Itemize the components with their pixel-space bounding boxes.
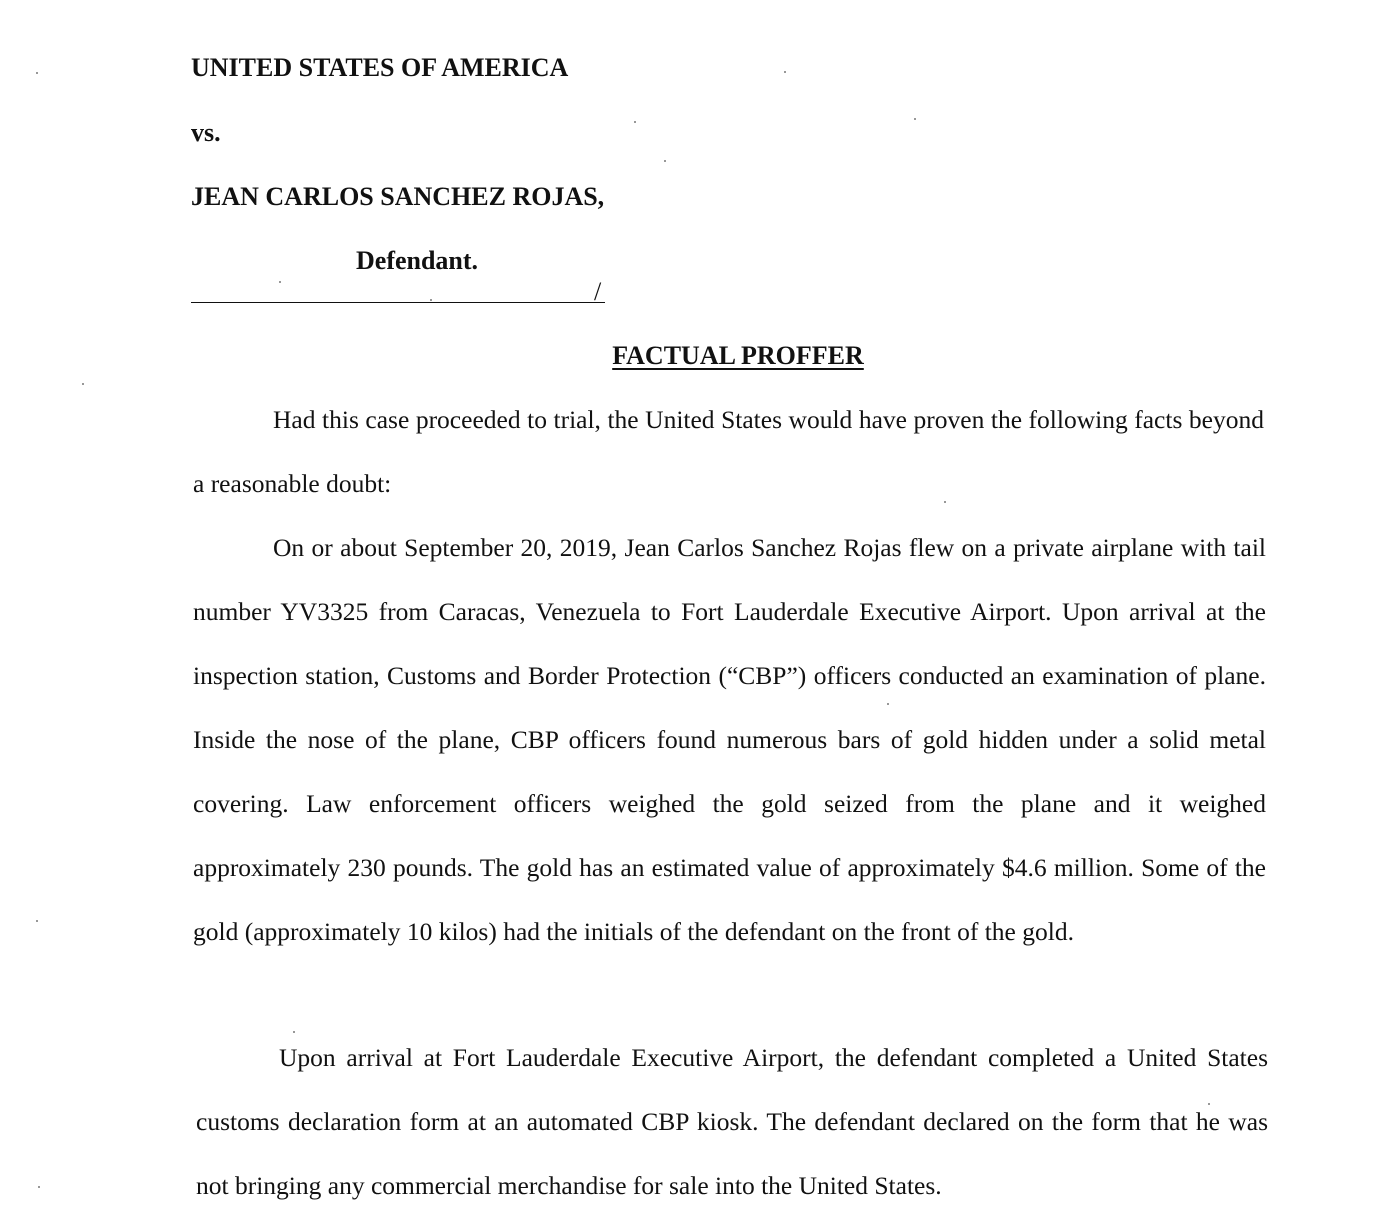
caption-defendant-label: Defendant. bbox=[356, 246, 479, 275]
scan-speck bbox=[430, 299, 432, 301]
document-title bbox=[0, 341, 1400, 371]
scan-speck bbox=[36, 72, 38, 74]
scan-speck bbox=[36, 920, 38, 922]
document-title-text: FACTUAL PROFFER bbox=[612, 341, 864, 370]
scan-speck bbox=[1208, 1103, 1210, 1105]
scan-speck bbox=[664, 160, 666, 162]
scan-speck bbox=[944, 501, 946, 503]
caption-divider bbox=[191, 302, 605, 303]
caption-defendant-name: JEAN CARLOS SANCHEZ ROJAS, bbox=[191, 182, 605, 211]
scan-speck bbox=[887, 703, 889, 705]
paragraph-1: Had this case proceeded to trial, the United States would have proven the following facts beyond a reasonable doubt: bbox=[193, 405, 1264, 498]
scan-speck bbox=[38, 1186, 40, 1188]
caption-versus: vs. bbox=[191, 118, 221, 147]
scan-speck bbox=[784, 71, 786, 73]
paragraph-2: On or about September 20, 2019, Jean Carlos Sanchez Rojas flew on a private airplane with tail number YV3325 from Caracas, Venezuela to Fort Lauderdale Executive Airport. Upon arrival at the inspection station, Customs and Border Protection (“CBP”) officers conducted an examination of plane. Inside the nose of the plane, CBP officers found numerous bars of gold hidden under a solid metal covering. Law enforcement officers weighed the gold seized from the plane and it weighed approximately 230 pounds. The gold has an estimated value of approximately $4.6 million. Some of the gold (approximately 10 kilos) had the initials of the defendant on the front of the gold. bbox=[193, 533, 1266, 946]
paragraph-3: Upon arrival at Fort Lauderdale Executive Airport, the defendant completed a United States customs declaration form at an automated CBP kiosk. The defendant declared on the form that he was not bringing any commercial merchandise for sale into the United States. bbox=[196, 1043, 1268, 1200]
scan-speck bbox=[293, 1031, 295, 1033]
scan-speck bbox=[634, 121, 636, 123]
caption-slash: / bbox=[594, 277, 602, 306]
scan-speck bbox=[82, 383, 84, 385]
scan-speck bbox=[914, 118, 916, 120]
scan-speck bbox=[279, 281, 281, 283]
caption-plaintiff: UNITED STATES OF AMERICA bbox=[191, 53, 569, 82]
